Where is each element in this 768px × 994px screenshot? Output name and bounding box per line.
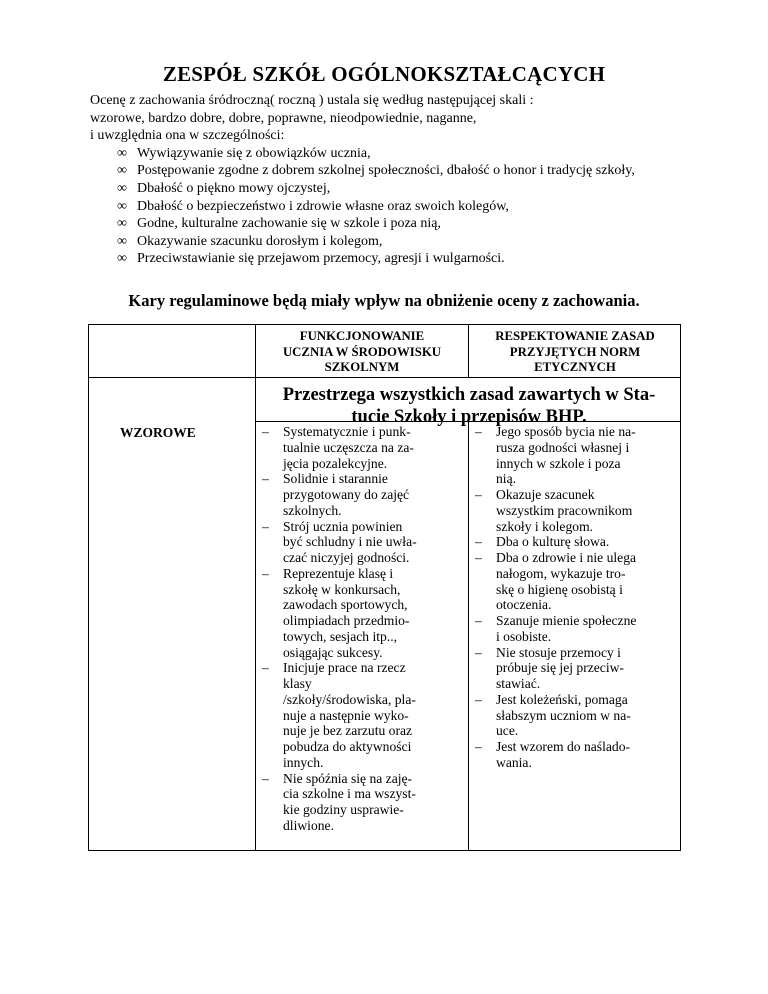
criterion-text [283,660,416,770]
criterion-text [496,487,632,534]
criterion-line: cia szkolne i ma wszyst- [283,786,416,802]
dash-bullet-icon: – [262,424,269,439]
criterion-line: próbuje się jej przeciw- [496,660,624,676]
criterion-line: rusza godności własnej i [496,439,630,455]
criterion-line: wszystkim pracownikom [496,502,633,518]
criteria-item-text: Dbałość o bezpieczeństwo i zdrowie własne oraz swoich kolegów, [137,198,509,214]
criterion-line: Strój ucznia powinien [283,518,403,534]
header-line: RESPEKTOWANIE ZASAD [495,329,655,343]
criteria-item-text: Godne, kulturalne zachowanie się w szkole i poza nią, [137,216,442,232]
infinity-bullet-icon: ∞ [117,233,127,249]
criteria-item [90,145,690,163]
criteria-item [90,250,690,268]
header-line: ETYCZNYCH [534,360,616,374]
criterion-text [496,739,630,770]
criterion-line: Nie spóźnia się na zaję- [283,770,413,786]
document-title: ZESPÓŁ SZKÓŁ OGÓLNOKSZTAŁCĄCYCH [162,62,606,86]
dash-bullet-icon: – [262,770,269,786]
criterion-text [283,771,416,833]
criterion-line: Inicjuje prace na rzecz [283,660,406,676]
criterion-text [496,645,624,692]
criteria-list [90,145,690,268]
criterion-line: skę o higienę osobistą i [496,581,623,597]
criterion-line: nuje je bez zarzutu oraz [283,723,413,739]
criterion-line: stawiać. [496,676,541,691]
grade-label: WZOROWE [120,425,196,440]
header-line: FUNKCJONOWANIE [299,329,425,343]
criterion-text [496,424,636,486]
criterion-line: uce. [496,723,519,739]
criterion-line: nuje a następnie wyko- [283,707,409,723]
dash-bullet-icon: – [475,739,482,754]
criterion-line: i osobiste. [496,628,552,644]
criterion-text [283,424,414,471]
infinity-bullet-icon: ∞ [117,163,127,179]
infinity-bullet-icon: ∞ [117,180,127,196]
criterion-line: pobudza do aktywności [283,739,412,754]
criterion-line: słabszym uczniom w na- [496,707,631,723]
dash-bullet-icon: – [262,565,269,581]
criterion-item [471,739,679,771]
criterion-line: innych w szkole i poza [496,455,621,471]
criterion-line: towych, sesjach itp.., [283,628,398,644]
dash-bullet-icon: – [475,534,482,550]
table-divider [88,377,681,378]
criterion-item [471,534,679,550]
criterion-item [471,645,679,692]
criteria-item-text: Dbałość o piękno mowy ojczystej, [137,180,331,196]
header-line: SZKOLNYM [324,360,400,374]
criterion-item [258,771,463,834]
criterion-line: szkolnych. [283,502,342,518]
criterion-line: Jego sposób bycia nie na- [496,424,636,439]
criterion-line: kie godziny usprawie- [283,802,404,817]
criterion-line: Systematycznie i punk- [283,424,411,439]
criterion-text [496,534,609,549]
dash-bullet-icon: – [475,487,482,502]
criterion-item [471,550,679,613]
dash-bullet-icon: – [475,424,482,439]
criterion-line: Solidnie i starannie [283,471,388,487]
criterion-line: wania. [496,754,532,770]
criterion-item [258,660,463,770]
criteria-item [90,215,690,233]
criterion-line: otoczenia. [496,597,552,613]
criterion-line: innych. [283,754,324,770]
criterion-item [258,566,463,661]
ethics-criteria [471,424,679,771]
header-line: UCZNIA W ŚRODOWISKU [282,344,442,359]
criteria-item [90,162,690,180]
penalty-note: Kary regulaminowe będą miały wpływ na obniżenie oceny z zachowania. [128,291,640,310]
rules-statement [256,384,682,428]
criterion-item [471,692,679,739]
intro-line: wzorowe, bardzo dobre, dobre, poprawne, nieodpowiednie, naganne, [90,110,477,126]
dash-bullet-icon: – [262,518,269,534]
criterion-line: klasy [283,676,312,691]
criterion-line: szkoły i kolegom. [496,518,594,534]
criterion-item [471,487,679,534]
functioning-criteria [258,424,463,834]
criterion-text [283,519,417,566]
statement-line: Przestrzega wszystkich zasad zawartych w Sta- [282,385,656,405]
criterion-line: być schludny i nie uwła- [283,534,417,550]
statement-line: tucie Szkoły i przepisów BHP. [351,407,587,427]
criteria-item-text: Postępowanie zgodne z dobrem szkolnej społeczności, dbałość o honor i tradycję szkoły, [137,163,635,179]
criteria-item-text: Wywiązywanie się z obowiązków ucznia, [137,145,371,161]
dash-bullet-icon: – [475,644,482,660]
criterion-text [496,613,636,644]
column-header-ethics [469,329,681,376]
criterion-line: czać niczyjej godności. [283,550,410,565]
intro-line: i uwzględnia ona w szczególności: [90,128,285,144]
criteria-item [90,180,690,198]
dash-bullet-icon: – [475,550,482,565]
dash-bullet-icon: – [262,660,269,676]
criterion-line: zawodach sportowych, [283,597,408,613]
intro-section [90,92,690,268]
dash-bullet-icon: – [262,471,269,487]
table-divider [468,421,469,851]
criterion-line: nałogom, wykazuje tro- [496,565,626,581]
criteria-item [90,198,690,216]
criteria-item [90,233,690,251]
criterion-line: /szkoły/środowiska, pla- [283,691,416,707]
criterion-item [258,519,463,566]
column-header-functioning [256,329,468,376]
header-line: PRZYJĘTYCH NORM [509,344,641,359]
criterion-line: tualnie uczęszcza na za- [283,439,414,455]
intro-line: Ocenę z zachowania śródroczną( roczną ) ustala się według następującej skali : [90,93,534,108]
criterion-item [258,471,463,518]
criterion-item [471,613,679,645]
criterion-line: Szanuje mienie społeczne [496,613,637,628]
dash-bullet-icon: – [475,613,482,628]
criterion-line: Nie stosuje przemocy i [496,644,621,660]
criterion-line: Reprezentuje klasę i [283,565,394,581]
criterion-line: przygotowany do zajęć [283,487,410,502]
criterion-text [283,471,409,518]
criterion-line: Dba o kulturę słowa. [496,534,610,550]
criterion-line: szkołę w konkursach, [283,581,401,597]
dash-bullet-icon: – [475,691,482,707]
criterion-line: Dba o zdrowie i nie ulega [496,550,637,565]
criterion-text [496,550,636,612]
criterion-text [496,692,631,739]
infinity-bullet-icon: ∞ [117,145,127,161]
infinity-bullet-icon: ∞ [117,198,127,214]
criterion-line: dliwione. [283,817,334,833]
criterion-line: Okazuje szacunek [496,487,595,502]
criterion-line: Jest wzorem do naślado- [496,739,631,754]
criterion-line: nią. [496,471,517,487]
criterion-line: olimpiadach przedmio- [283,613,410,628]
criterion-text [283,566,409,660]
infinity-bullet-icon: ∞ [117,251,127,267]
criterion-line: osiągając sukcesy. [283,644,383,660]
criterion-line: jęcia pozalekcyjne. [283,455,388,471]
infinity-bullet-icon: ∞ [117,216,127,232]
table-divider [255,377,256,851]
criterion-line: Jest koleżeński, pomaga [496,691,628,707]
criterion-item [471,424,679,487]
criterion-item [258,424,463,471]
criteria-item-text: Okazywanie szacunku dorosłym i kolegom, [137,233,383,249]
criteria-item-text: Przeciwstawianie się przejawom przemocy, agresji i wulgarności. [137,251,505,267]
